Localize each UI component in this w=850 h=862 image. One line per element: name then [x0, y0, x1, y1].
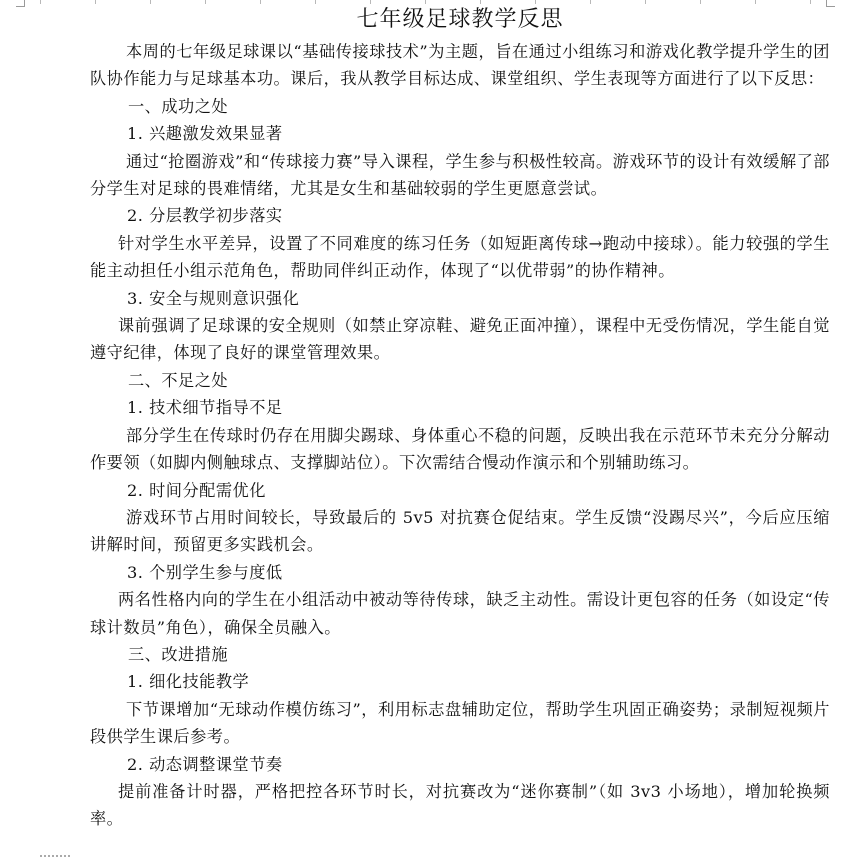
document-body [90, 6, 830, 833]
body-paragraph: 提前准备计时器，严格把控各环节时长，对抗赛改为“迷你赛制”（如 3v3 小场地），增加轮换频率。 [90, 781, 830, 829]
subsection-heading: 2. 动态调整课堂节奏 [127, 754, 283, 774]
body-paragraph: 课前强调了足球课的安全规则（如禁止穿凉鞋、避免正面冲撞），课程中无受伤情况，学生能自觉遵守纪律，体现了良好的课堂管理效果。 [90, 316, 830, 363]
body-paragraph: 游戏环节占用时间较长，导致最后的 5v5 对抗赛仓促结束。学生反馈“没踢尽兴”，今后应压缩讲解时间，预留更多实践机会。 [90, 507, 830, 555]
body-paragraph: 通过“抢圈游戏”和“传球接力赛”导入课程，学生参与积极性较高。游戏环节的设计有效缓解了部分学生对足球的畏难情绪，尤其是女生和基础较弱的学生更愿意尝试。 [90, 151, 830, 199]
intro-paragraph: 本周的七年级足球课以“基础传接球技术”为主题，旨在通过小组练习和游戏化教学提升学生的团队协作能力与足球基本功。课后，我从教学目标达成、课堂组织、学生表现等方面进行了以下反思： [90, 42, 830, 89]
section-heading: 二、不足之处 [128, 370, 229, 390]
subsection-heading: 1. 细化技能教学 [127, 672, 250, 692]
body-paragraph: 部分学生在传球时仍存在用脚尖踢球、身体重心不稳的问题，反映出我在示范环节未充分分解动作要领（如脚内侧触球点、支撑脚站位）。下次需结合慢动作演示和个别辅助练习。 [90, 425, 830, 473]
subsection-heading: 3. 个别学生参与度低 [127, 562, 283, 582]
margin-corner-mark [16, 0, 25, 7]
section-heading: 三、改进措施 [128, 644, 229, 664]
page-edge-marker [40, 855, 70, 860]
subsection-heading: 1. 技术细节指导不足 [127, 398, 283, 418]
body-paragraph: 针对学生水平差异，设置了不同难度的练习任务（如短距离传球→跑动中接球）。能力较强的学生能主动担任小组示范角色，帮助同伴纠正动作，体现了“以优带弱”的协作精神。 [90, 233, 830, 281]
section-heading: 一、成功之处 [128, 96, 229, 116]
subsection-heading: 1. 兴趣激发效果显著 [127, 124, 283, 144]
body-paragraph: 下节课增加“无球动作模仿练习”，利用标志盘辅助定位，帮助学生巩固正确姿势；录制短视频片段供学生课后参考。 [90, 699, 830, 747]
subsection-heading: 3. 安全与规则意识强化 [127, 288, 300, 308]
subsection-heading: 2. 分层教学初步落实 [127, 206, 283, 226]
subsection-heading: 2. 时间分配需优化 [127, 480, 266, 500]
body-paragraph: 两名性格内向的学生在小组活动中被动等待传球，缺乏主动性。需设计更包容的任务（如设定“传球计数员”角色），确保全员融入。 [90, 590, 830, 637]
document-title: 七年级足球教学反思 [356, 7, 564, 32]
